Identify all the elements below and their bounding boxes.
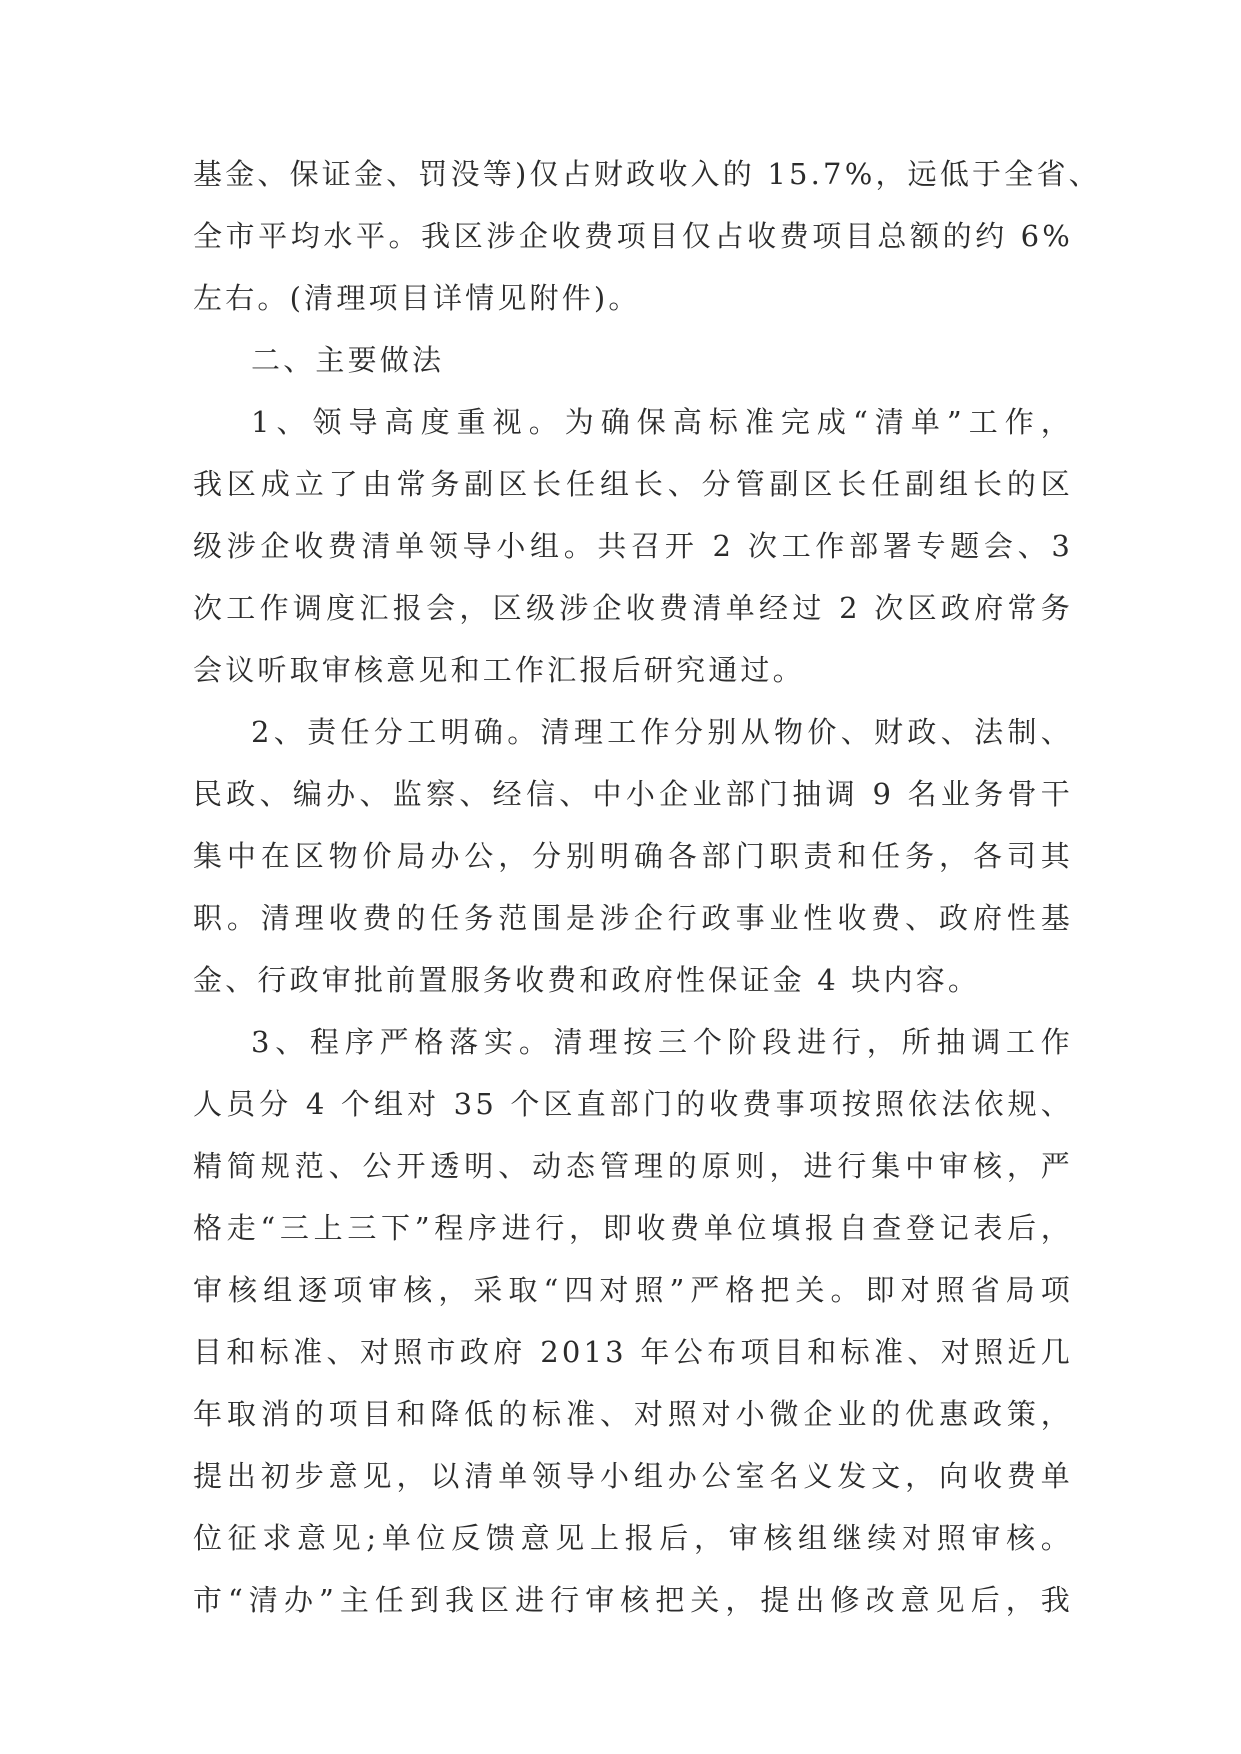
paragraph-line: 民政、编办、监察、经信、中小企业部门抽调 9 名业务骨干 [193,777,1073,811]
paragraph-line: 精简规范、公开透明、动态管理的原则，进行集中审核，严 [193,1149,1073,1183]
paragraph-line: 会议听取审核意见和工作汇报后研究通过。 [193,653,805,687]
section-heading: 二、主要做法 [251,343,445,377]
paragraph-line: 左右。(清理项目详情见附件)。 [193,281,641,315]
paragraph-line: 职。清理收费的任务范围是涉企行政事业性收费、政府性基 [193,901,1073,935]
paragraph-line: 次工作调度汇报会，区级涉企收费清单经过 2 次区政府常务 [193,591,1073,625]
paragraph-line: 2、责任分工明确。清理工作分别从物价、财政、法制、 [251,715,1073,749]
paragraph-line: 市“清办”主任到我区进行审核把关，提出修改意见后，我 [193,1583,1073,1617]
paragraph-line: 1、领导高度重视。为确保高标准完成“清单”工作， [251,405,1073,439]
paragraph-line: 集中在区物价局办公，分别明确各部门职责和任务，各司其 [193,839,1073,873]
paragraph-line: 年取消的项目和降低的标准、对照对小微企业的优惠政策， [193,1397,1073,1431]
paragraph-line: 全市平均水平。我区涉企收费项目仅占收费项目总额的约 6% [193,219,1073,253]
paragraph-line: 审核组逐项审核，采取“四对照”严格把关。即对照省局项 [193,1273,1073,1307]
paragraph-line: 金、行政审批前置服务收费和政府性保证金 4 块内容。 [193,963,981,997]
paragraph-line: 基金、保证金、罚没等)仅占财政收入的 15.7%，远低于全省、 [193,157,1101,191]
paragraph-line: 位征求意见;单位反馈意见上报后，审核组继续对照审核。 [193,1521,1073,1555]
paragraph-line: 提出初步意见，以清单领导小组办公室名义发文，向收费单 [193,1459,1073,1493]
paragraph-line: 格走“三上三下”程序进行，即收费单位填报自查登记表后， [193,1211,1073,1245]
paragraph-line: 3、程序严格落实。清理按三个阶段进行，所抽调工作 [251,1025,1073,1059]
paragraph-line: 目和标准、对照市政府 2013 年公布项目和标准、对照近几 [193,1335,1073,1369]
paragraph-line: 人员分 4 个组对 35 个区直部门的收费事项按照依法依规、 [193,1087,1073,1121]
paragraph-line: 级涉企收费清单领导小组。共召开 2 次工作部署专题会、3 [193,529,1073,563]
paragraph-line: 我区成立了由常务副区长任组长、分管副区长任副组长的区 [193,467,1073,501]
